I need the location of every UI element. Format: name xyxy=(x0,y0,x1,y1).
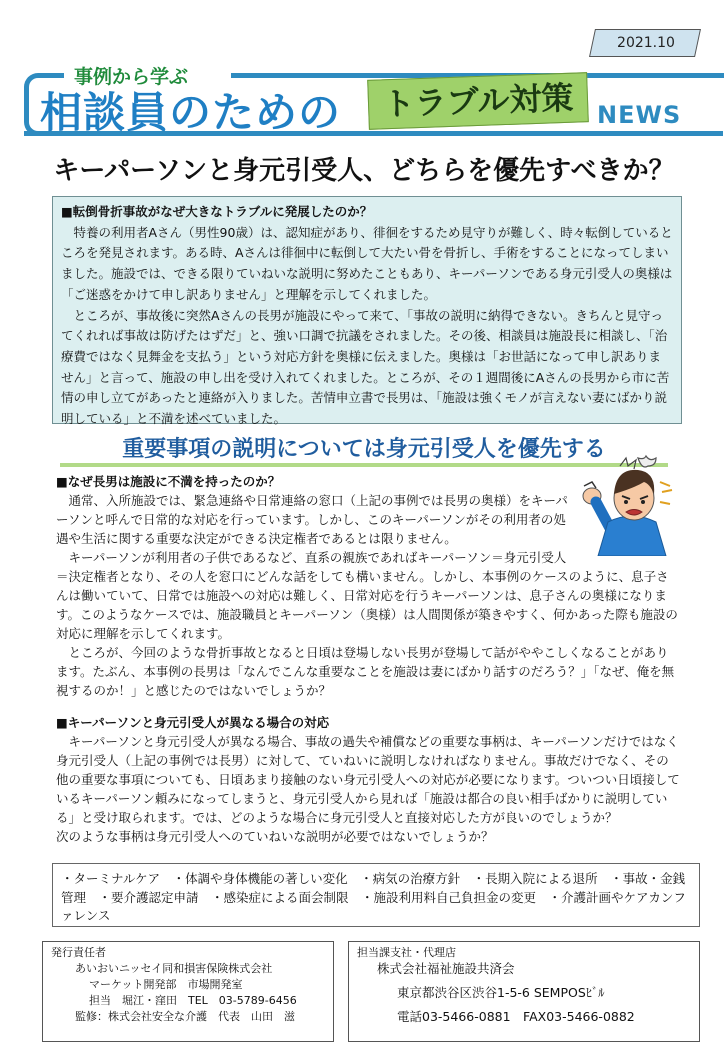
header-news: NEWS xyxy=(597,101,682,129)
publisher-box xyxy=(42,941,334,1042)
agency-address: 東京都渋谷区渋谷1-5-6 SEMPOSﾋﾞﾙ xyxy=(397,985,605,1000)
section-2-paragraph-1: キーパーソンと身元引受人が異なる場合、事故の過失や補償などの重要な事柄は、キーパーソンだけではなく身元引受人（上記の事例では長男）に対して、ていねいに説明しなければなりません。事故だけでなく、その他の重要な事項についても、日頃あまり接触のない身元引受人への対応が必要になります。ついつい日頃接しているキーパーソン頼みになってしまうと、身元引受人から見れば「施設は都合の良い相手ばかりに説明している」と受け取られます。では、どのような場合に身元引受人と直接対応した方が良いのでしょうか？ xyxy=(56,734,680,825)
section-2-paragraph-2: 次のような事柄は身元引受人へのていねいな説明が必要ではないでしょうか？ xyxy=(56,829,494,844)
publisher-label: 発行責任者 xyxy=(51,946,106,959)
page-headline: キーパーソンと身元引受人、どちらを優先すべきか？ xyxy=(53,156,675,186)
issue-date: 2021.10 xyxy=(617,35,675,51)
publisher-company: あいおいニッセイ同和損害保険株式会社 xyxy=(75,962,273,975)
section-2-heading: ■キーパーソンと身元引受人が異なる場合の対応 xyxy=(56,715,330,730)
section-1-paragraph-2: キーパーソンが利用者の子供であるなど、直系の親族であればキーパーソン＝身元引受人＝決定権者となり、その人を窓口にどんな話をしても構いません。しかし、本事例のケースのように、息子さんは働いていて、日常では施設への対応は難しく、日常対応を行うキーパーソンは、息子さんの奥様になります。このようなケースでは、施設職員とキーパーソン（奥様）は人間関係が築きやすく、何かあった際も施設の対応に理解を示してくれます。 xyxy=(56,550,678,641)
section-2 xyxy=(56,713,680,846)
section-1 xyxy=(56,472,680,700)
agency-label: 担当課支社・代理店 xyxy=(357,946,456,959)
publisher-department: マーケット開発部 市場開発室 xyxy=(89,978,243,991)
matters-list-box: ・ターミナルケア ・体調や身体機能の著しい変化 ・病気の治療方針 ・長期入院による退所 ・事故・金銭管理 ・要介護認定申請 ・感染症による面会制限 ・施設利用料自己負担金の変更 ・介護計画やケアカンファレンス xyxy=(52,863,700,927)
image-spacer xyxy=(572,472,680,562)
section-1-heading: ■なぜ長男は施設に不満を持ったのか？ xyxy=(56,474,281,489)
section-title: 重要事項の説明については身元引受人を優先する xyxy=(40,432,688,467)
case-box xyxy=(52,196,682,427)
publisher-supervisor: 監修：株式会社安全な介護 代表 山田 滋 xyxy=(75,1010,295,1023)
case-paragraph-2: ところが、事故後に突然Aさんの長男が施設にやって来て、「事故の説明に納得できない。きちんと見守ってくれれば事故は防げたはずだ」と、強い口調で抗議をされました。その後、相談員は施設長に相談し、「治療費ではなく見舞金を支払う」という対応方針を奥様に伝えました。奥様は「お世話になって申し訳ありません」と言って、施設の申し出を受け入れてくれました。ところが、その１週間後にAさんの長男から市に苦情の申し立てがあったと連絡が入りました。苦情申立書で長男は、「施設は強くモノが言えない妻にばかり説明している」と不満を述べていました。 xyxy=(61,307,670,427)
case-heading: ■転倒骨折事故がなぜ大きなトラブルに発展したのか？ xyxy=(61,204,373,219)
case-paragraph-1: 特養の利用者Aさん（男性90歳）は、認知症があり、徘徊をするため見守りが難しく、時々転倒しているところを発見されます。ある時、Aさんは徘徊中に転倒して大たい骨を骨折し、手術をすることになってしまいました。施設では、できる限りていねいな説明に努めたこともあり、キーパーソンである身元引受人の奥様は「ご迷惑をかけて申し訳ありません」と理解を示してくれました。 xyxy=(61,224,673,302)
header-subtitle: 事例から学ぶ xyxy=(68,62,194,89)
publisher-contact: 担当 堀江・窪田 TEL 03-5789-6456 xyxy=(89,994,297,1007)
section-1-paragraph-1: 通常、入所施設では、緊急連絡や日常連絡の窓口（上記の事例では長男の奥様）をキーパーソンと呼んで日常的な対応を行っています。しかし、このキーパーソンがその利用者の処遇や生活に関する重要な決定ができる決定権者であるとは限りません。 xyxy=(56,493,568,546)
section-1-paragraph-3: ところが、今回のような骨折事故となると日頃は登場しない長男が登場して話がややこしくなることがあります。たぶん、本事例の長男は「なんでこんな重要なことを施設は妻にばかり話すのだろう？」「なぜ、俺を無視するのか！」と感じたのではないでしょうか？ xyxy=(56,645,675,698)
header-badge: トラブル対策 xyxy=(367,72,589,130)
agency-name: 株式会社福祉施設共済会 xyxy=(377,961,515,976)
header-title: 相談員のための xyxy=(40,88,342,137)
agency-box xyxy=(348,941,700,1042)
agency-phone: 電話03-5466-0881 FAX03-5466-0882 xyxy=(397,1009,635,1024)
